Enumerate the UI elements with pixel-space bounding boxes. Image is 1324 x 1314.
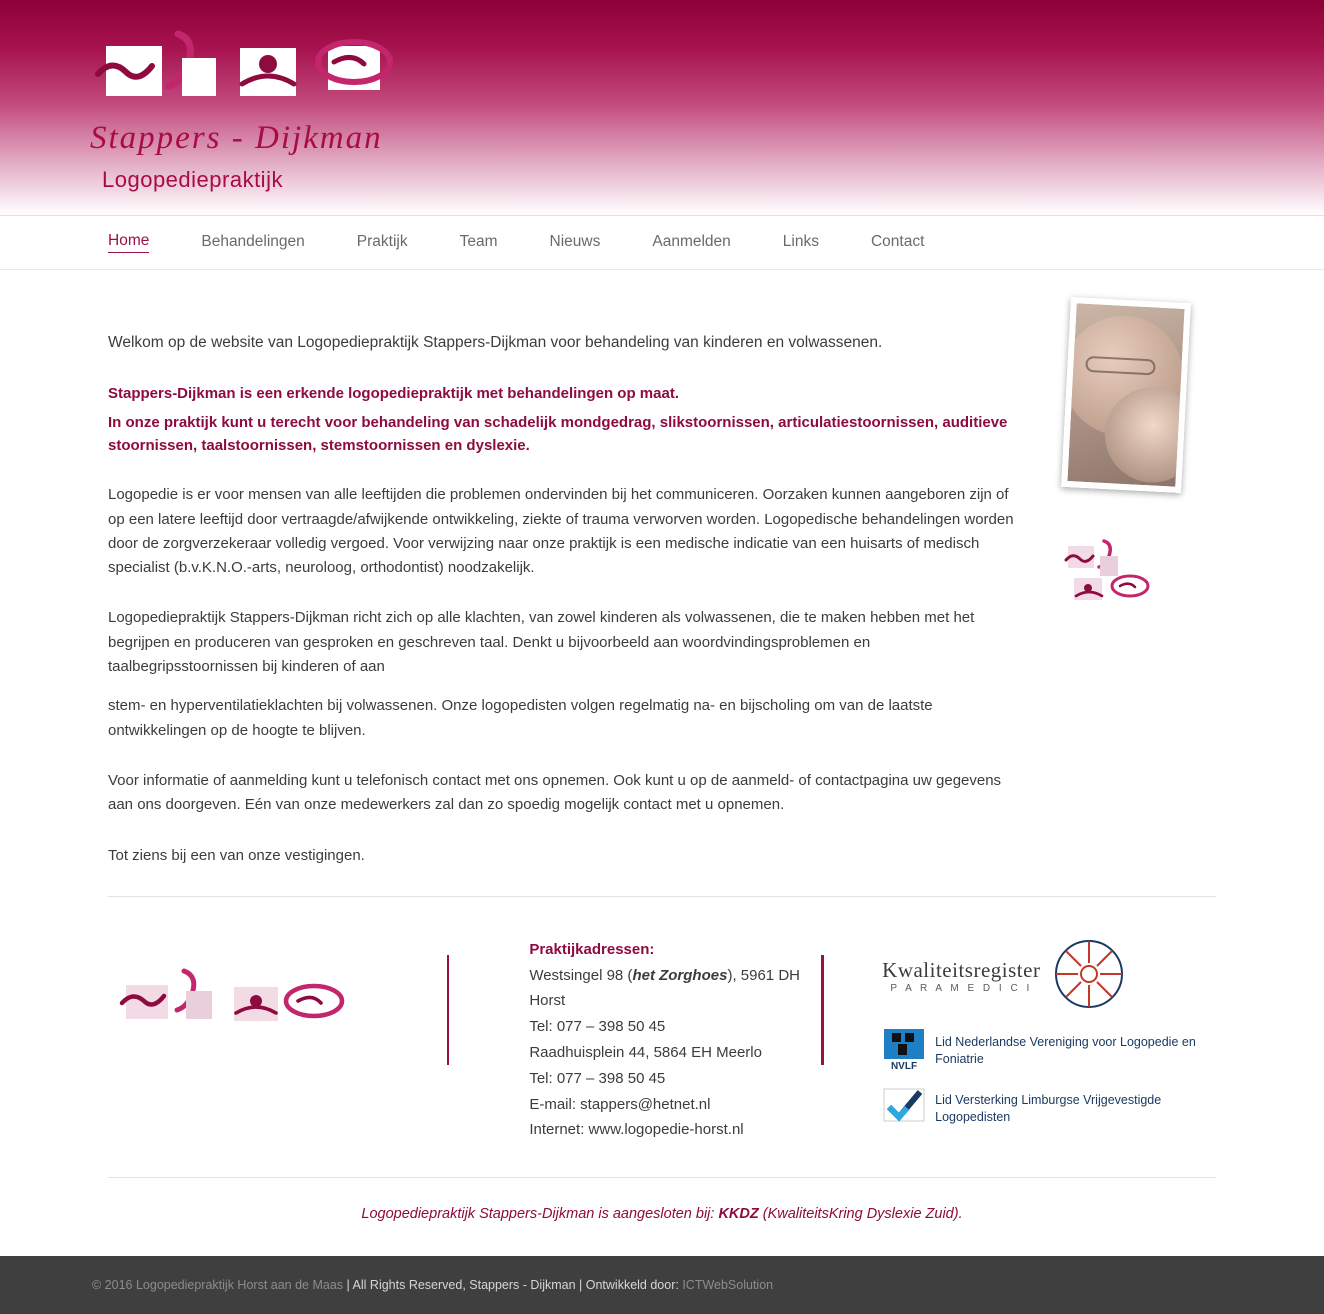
nvlf-logo-icon	[882, 1027, 926, 1075]
footer-columns	[108, 897, 1216, 1177]
lead-line-2: In onze praktijk kunt u terecht voor behandeling van schadelijk mondgedrag, slikstoornissen, articulatiestoornissen, auditieve stoornissen, taalstoornissen, stemstoornissen en dyslexie.	[108, 413, 1008, 454]
nvlf-text: Lid Nederlandse Vereniging voor Logopedie en Foniatrie	[935, 1034, 1196, 1066]
address-1-pre: Westsingel 98 (	[529, 966, 633, 984]
nav-item-links[interactable]: Links	[782, 232, 819, 250]
address-line-2: Raadhuisplein 44, 5864 EH Meerlo	[529, 1044, 762, 1061]
footer-logo-icon	[108, 937, 447, 1039]
practice-addresses	[449, 937, 821, 1143]
affiliation-abbr: KKDZ	[718, 1206, 759, 1223]
intro-text: Welkom op de website van Logopediepraktijk Stappers-Dijkman voor behandeling van kinderen en volwassenen.	[108, 333, 883, 351]
email-line[interactable]: E-mail: stappers@hetnet.nl	[529, 1095, 711, 1113]
site-header	[0, 0, 1324, 216]
nav-item-team[interactable]: Team	[459, 232, 498, 250]
affiliation-note	[108, 1177, 1216, 1256]
decorative-logo-icon	[1064, 538, 1174, 618]
kwaliteitsregister-name: Kwaliteitsregister	[882, 957, 1041, 982]
lead-line-1: Stappers-Dijkman is een erkende logopediepraktijk met behandelingen op maat.	[108, 384, 679, 402]
badge-kwaliteitsregister	[882, 937, 1216, 1015]
logo-mark-icon	[90, 22, 430, 112]
main-navigation[interactable]	[0, 216, 1324, 270]
rights-text: | All Rights Reserved, Stappers - Dijkman | Ontwikkeld door:	[343, 1278, 683, 1293]
copyright-text: © 2016 Logopediepraktijk Horst aan de Maas	[92, 1278, 344, 1293]
phone-horst: Tel: 077 – 398 50 45	[529, 1018, 666, 1036]
address-1-post: ), 5961 DH Horst	[529, 966, 800, 1010]
main-content	[108, 270, 1216, 868]
website-line[interactable]: Internet: www.logopedie-horst.nl	[529, 1121, 744, 1139]
paragraph-1: Logopedie is er voor mensen van alle leeftijden die problemen ondervinden bij het communiceren. Oorzaken kunnen aangeboren zijn of op een latere leeftijd door vertraagde/afwijkende ontwikkeling, ziekte of trauma verworven worden. Logopedische behandelingen worden door de zorgverzekeraar volledig vergoed. Voor verwijzing naar onze praktijk is een medische indicatie van een huisarts of medisch specialist (b.v.K.N.O.-arts, neuroloog, orthodontist) noodzakelijk.	[108, 486, 1014, 577]
nav-item-nieuws[interactable]: Nieuws	[549, 232, 601, 250]
logo-wordmark: Stappers - Dijkman	[90, 120, 383, 156]
compass-icon	[1050, 937, 1128, 1015]
badge-vvl	[882, 1087, 1216, 1131]
paragraph-4: Tot ziens bij een van onze vestigingen.	[108, 846, 365, 864]
badge-nvlf	[882, 1027, 1216, 1075]
vvl-text: Lid Versterking Limburgse Vrijgevestigde Logopedisten	[935, 1092, 1162, 1124]
nav-item-praktijk[interactable]: Praktijk	[356, 232, 408, 250]
kwaliteitsregister-sub: P A R A M E D I C I	[890, 982, 1033, 994]
affiliation-post: (KwaliteitsKring Dyslexie Zuid).	[758, 1206, 963, 1223]
phone-meerlo: Tel: 077 – 398 50 45	[529, 1069, 666, 1087]
nav-item-home[interactable]: Home	[108, 232, 149, 253]
logo-subtitle: Logopediepraktijk	[102, 167, 283, 192]
checkmark-icon	[882, 1087, 926, 1131]
developer-link[interactable]: ICTWebSolution	[682, 1278, 774, 1293]
affiliation-pre: Logopediepraktijk Stappers-Dijkman is aangesloten bij:	[361, 1206, 719, 1223]
copyright-bar	[0, 1256, 1324, 1314]
address-line-1	[529, 963, 821, 1015]
nav-item-contact[interactable]: Contact	[870, 232, 925, 250]
addresses-title: Praktijkadressen:	[529, 940, 655, 958]
paragraph-2b: stem- en hyperventilatieklachten bij volwassenen. Onze logopedisten volgen regelmatig na- en bijscholing om van de laatste ontwikkelingen op de hoogte te blijven.	[108, 697, 933, 739]
address-1-emphasis: het Zorghoes	[632, 966, 728, 984]
team-photo	[1061, 297, 1191, 493]
nav-item-behandelingen[interactable]: Behandelingen	[201, 232, 305, 250]
site-logo[interactable]	[90, 22, 510, 202]
svg-text:NVLF: NVLF	[891, 1060, 918, 1071]
paragraph-2a: Logopediepraktijk Stappers-Dijkman richt zich op alle klachten, van zowel kinderen als volwassenen, die te maken hebben met het begrijpen en produceren van gesproken en geschreven taal. Denkt u bijvoorbeeld aan woordvindingsproblemen en taalbegripsstoornissen bij kinderen of aan	[108, 609, 975, 676]
nav-item-aanmelden[interactable]: Aanmelden	[652, 232, 731, 250]
certification-badges	[824, 937, 1216, 1143]
paragraph-3: Voor informatie of aanmelding kunt u telefonisch contact met ons opnemen. Ook kunt u op de aanmeld- of contactpagina uw gegevens aan ons doorgeven. Eén van onze medewerkers zal dan zo spoedig mogelijk contact met u opnemen.	[108, 771, 1002, 814]
